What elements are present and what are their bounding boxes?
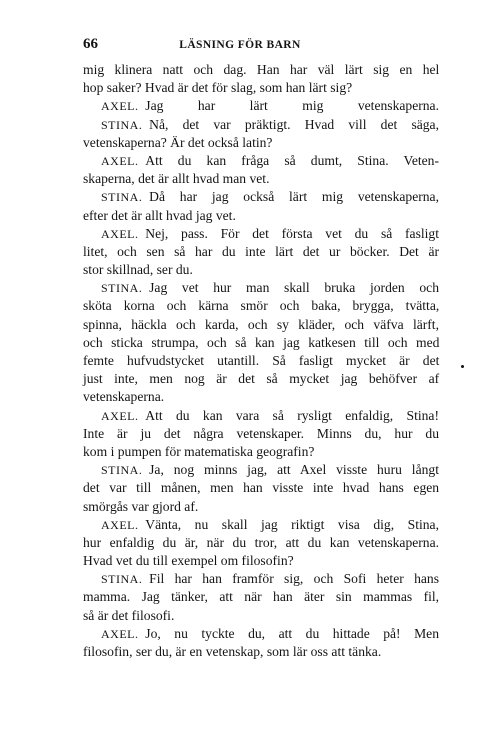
line-text: det var till månen, men han visste inte hvad hans egen	[83, 480, 440, 496]
text-line	[83, 61, 439, 79]
speaker-name: AXEL.	[101, 153, 139, 168]
text-line	[83, 588, 439, 606]
line-text: vetenskaperna? Är det också latin?	[83, 134, 273, 150]
text-line	[83, 552, 439, 570]
text-line	[83, 316, 439, 334]
line-text: hop saker? Hvad är det för slag, som han lärt sig?	[83, 80, 353, 96]
dialogue-line	[83, 279, 439, 297]
text-line	[83, 498, 439, 516]
line-text: Fil har han framför sig, och Sofi heter hans	[149, 571, 439, 587]
speaker-name: STINA.	[101, 281, 143, 296]
line-text: filosofin, ser du, är en vetenskap, som lär oss att tänka.	[83, 644, 382, 659]
line-text: Jag vet hur man skall bruka jorden och	[149, 280, 439, 296]
running-title: LÄSNING FÖR BARN	[179, 39, 301, 51]
speaker-name: AXEL.	[101, 226, 139, 241]
line-text: Hvad vet du till exempel om filosofin?	[83, 553, 294, 569]
line-text: spinna, häckla och karda, och sy kläder, och väfva lärft,	[83, 316, 439, 332]
text-line	[83, 261, 439, 279]
line-text: Nej, pass. För det första vet du så fasligt	[145, 225, 439, 241]
body-text	[83, 61, 439, 661]
line-text: efter det är allt hvad jag vet.	[83, 207, 236, 223]
text-line	[83, 388, 439, 406]
text-line	[83, 352, 439, 370]
line-text: sköta korna och kärna smör och baka, brygga, tvätta,	[83, 298, 440, 314]
line-text: mamma. Jag tänker, att när han äter sin mammas fil,	[83, 589, 440, 605]
line-text: stor skillnad, ser du.	[83, 262, 193, 278]
text-line	[83, 297, 439, 315]
speaker-name: STINA.	[101, 463, 143, 478]
text-line	[83, 370, 439, 388]
dialogue-line	[83, 152, 439, 170]
line-text: Ja, nog minns jag, att Axel visste huru långt	[149, 462, 439, 478]
line-text: Då har jag också lärt mig vetenskaperna,	[149, 189, 439, 205]
dialogue-line	[83, 225, 439, 243]
line-text: Att du kan vara så rysligt enfaldig, Stina!	[145, 407, 439, 423]
line-text: Inte är ju det några vetenskaper. Minns du, hur du	[83, 425, 439, 441]
text-line	[83, 243, 439, 261]
text-line	[83, 170, 439, 188]
text-line	[83, 607, 439, 625]
speaker-name: AXEL.	[101, 626, 139, 641]
line-text: Att du kan fråga så dumt, Stina. Veten-	[145, 152, 439, 168]
line-text: litet, och sen så har du inte lärt det ur böcker. Det är	[83, 243, 439, 259]
line-text: Nå, det var präktigt. Hvad vill det säga,	[149, 116, 439, 132]
text-line	[83, 79, 439, 97]
text-line	[83, 479, 439, 497]
text-line	[83, 534, 439, 552]
line-text: mig klinera natt och dag. Han har väl lärt sig en hel	[83, 62, 440, 77]
dialogue-line	[83, 516, 439, 534]
text-line	[83, 207, 439, 225]
line-text: hur enfaldig du är, när du tror, att du kan vetenskaperna.	[83, 534, 440, 550]
speaker-name: AXEL.	[101, 517, 139, 532]
speaker-name: STINA.	[101, 572, 143, 587]
speaker-name: AXEL.	[101, 99, 139, 114]
dialogue-line	[83, 407, 439, 425]
page-number: 66	[83, 36, 98, 52]
line-text: skaperna, det är allt hvad man vet.	[83, 171, 270, 187]
speaker-name: STINA.	[101, 117, 143, 132]
text-line	[83, 134, 439, 152]
dialogue-line	[83, 97, 439, 115]
dialogue-line	[83, 188, 439, 206]
text-line	[83, 443, 439, 461]
text-line	[83, 643, 439, 661]
line-text: Vänta, nu skall jag riktigt visa dig, Stina,	[145, 516, 439, 532]
dialogue-line	[83, 116, 439, 134]
line-text: kom i pumpen för matematiska geografin?	[83, 443, 315, 459]
dialogue-line	[83, 461, 439, 479]
dialogue-line	[83, 625, 439, 643]
speaker-name: AXEL.	[101, 408, 139, 423]
line-text: och sticka strumpa, och så kan jag katkesen till och med	[83, 334, 440, 350]
line-text: smörgås var gjord af.	[83, 498, 199, 514]
line-text: vetenskaperna.	[83, 389, 165, 405]
margin-mark	[461, 365, 464, 368]
speaker-name: STINA.	[101, 190, 143, 205]
line-text: Jo, nu tyckte du, att du hittade på! Men	[145, 625, 439, 641]
line-text: Jag har lärt mig vetenskaperna.	[145, 98, 439, 114]
text-line	[83, 334, 439, 352]
text-line	[83, 425, 439, 443]
dialogue-line	[83, 570, 439, 588]
line-text: femte hufvudstycket utantill. Så fasligt mycket är det	[83, 353, 440, 368]
line-text: så är det filosofi.	[83, 607, 175, 623]
line-text: just inte, men nog är det så mycket jag behöfver af	[83, 371, 440, 387]
